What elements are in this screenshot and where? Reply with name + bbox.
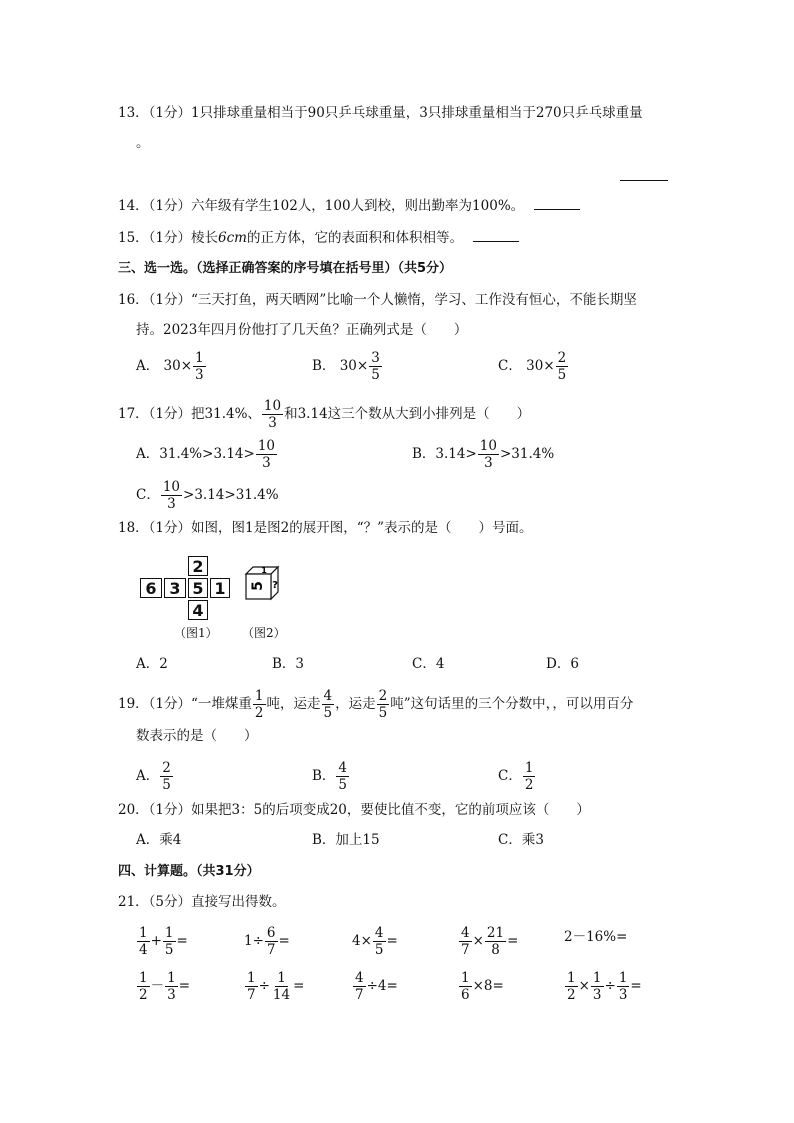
calc-r2c2: $\frac{1}{7}$ ÷ $\frac{1}{14}$ = [247, 970, 305, 1003]
q18-option-d[interactable]: D．6 [546, 656, 579, 672]
q19-text: 吨”这句话里的三个分数中，，可以用百分 [390, 696, 634, 712]
calc-r1c4: $\frac{4}{7}$ × $\frac{21}{8}$ = [461, 925, 519, 958]
option-label: C． [498, 768, 522, 784]
q16-line1: 16．（1分）“三天打鱼，两天晒网”比喻一个人懒惰，学习、工作没有恒心，不能长期坚 [118, 292, 637, 308]
cube-top-face: 1 [261, 566, 267, 575]
q15-unit: 6cm [218, 230, 247, 246]
calc-r2c3: $\frac{4}{7}$ ÷4= [355, 970, 398, 1003]
calc-r2c1: $\frac{1}{2}$ － $\frac{1}{3}$ = [139, 970, 190, 1003]
q16-option-a[interactable] [136, 350, 207, 383]
q18-option-c[interactable]: C．4 [412, 656, 445, 672]
calc-r1c3: 4× $\frac{4}{5}$ = [352, 925, 398, 958]
option-expr: >31.4% [499, 446, 555, 462]
q14 [118, 196, 580, 216]
fraction: $\frac{1}{2}$ [254, 688, 264, 721]
calc-r1c5: 2－16%= [564, 929, 628, 945]
q19-text: 吨，运走 [266, 696, 321, 712]
cube-side-face: ? [272, 580, 278, 591]
q21-text: 21．（5分）直接写出得数。 [118, 894, 286, 910]
option-label: C． [498, 358, 522, 374]
q16-option-c[interactable] [498, 350, 569, 383]
q19-line2: 数表示的是（ ） [136, 728, 258, 744]
fraction: $\frac{4}{5}$ [323, 688, 333, 721]
fraction: $\frac{3}{5}$ [371, 350, 380, 383]
q15-text-a: 15．（1分）棱长 [118, 230, 219, 246]
q13-text: 13．（1分）1只排球重量相当于90只乒乓球重量，3只排球重量相当于270只乒乓球重量 [118, 105, 643, 121]
q18-option-b[interactable]: B．3 [272, 656, 305, 672]
fraction: $\frac{2}{5}$ [378, 688, 388, 721]
figure-1-caption: （图1） [174, 626, 218, 640]
fraction: $\frac{10}{3}$ [257, 438, 276, 471]
calc-r1c2: 1÷ $\frac{6}{7}$ = [244, 925, 290, 958]
q15-text-c: 的正方体，它的表面积和体积相等。 [246, 230, 463, 246]
q19-option-c[interactable] [498, 760, 536, 793]
option-expr: 3.14> [435, 446, 477, 462]
q20-option-b[interactable]: B．加上15 [312, 832, 380, 848]
calc-r2c5: $\frac{1}{2}$ × $\frac{1}{3}$ ÷ $\frac{1}{3}$ = [567, 970, 642, 1003]
option-expr: 30× [339, 358, 369, 374]
q19-option-a[interactable] [136, 760, 174, 793]
fraction: $\frac{10}{3}$ [479, 438, 497, 471]
option-label: A． [136, 768, 160, 784]
fraction: $\frac{1}{2}$ [524, 760, 534, 793]
fraction: $\frac{2}{5}$ [162, 760, 171, 793]
net-face-top: 2 [188, 556, 208, 576]
fraction: $\frac{4}{5}$ [338, 760, 348, 793]
q16-option-b[interactable] [312, 350, 383, 383]
q14-answer-blank[interactable] [534, 197, 580, 210]
q20-option-c[interactable]: C．乘3 [498, 832, 544, 848]
q18-text: 18．（1分）如图，图1是图2的展开图，“？”表示的是（ ）号面。 [118, 520, 533, 536]
option-expr: 31.4%>3.14> [159, 446, 255, 462]
option-label: B． [412, 446, 436, 462]
q20-option-a[interactable]: A．乘4 [136, 832, 182, 848]
option-expr: 30× [163, 358, 193, 374]
q15 [118, 228, 519, 248]
figure-2-caption: （图2） [242, 626, 286, 640]
fraction: $\frac{1}{3}$ [195, 350, 204, 383]
net-face-bottom: 4 [188, 600, 208, 620]
q17-text-pre: 17．（1分）把31.4%、 [118, 406, 261, 422]
q15-answer-blank[interactable] [473, 229, 519, 242]
section-3-title: 三、选一选。（选择正确答案的序号填在括号里）（共5分） [118, 261, 453, 276]
option-label: C． [136, 487, 160, 503]
q16-line2: 持。2023年四月份他打了几天鱼？正确列式是（ ） [136, 322, 468, 338]
option-label: B． [312, 358, 336, 374]
q17-option-b[interactable] [412, 438, 554, 471]
fraction: $\frac{10}{3}$ [162, 479, 181, 512]
cube-figure [244, 565, 280, 601]
net-face: 6 [140, 578, 162, 598]
net-face: 1 [210, 578, 230, 598]
q17-option-a[interactable] [136, 438, 278, 471]
option-label: A． [136, 358, 160, 374]
net-face: 3 [164, 578, 186, 598]
q17-option-c[interactable] [136, 479, 279, 512]
calc-r2c4: $\frac{1}{6}$ ×8= [461, 970, 504, 1003]
cube-front-face: 5 [250, 581, 266, 591]
q13-continuation: 。 [136, 135, 150, 151]
option-label: B． [312, 768, 336, 784]
q17-text-post: 和3.14这三个数从大到小排列是（ ） [284, 406, 531, 422]
option-expr: >3.14>31.4% [183, 487, 279, 503]
option-label: A． [136, 446, 160, 462]
calc-r1c1: $\frac{1}{4}$ + $\frac{1}{5}$ = [139, 925, 188, 958]
q17-stem [118, 398, 530, 431]
q14-text: 14．（1分）六年级有学生102人，100人到校，则出勤率为100%。 [118, 198, 525, 214]
q20-text: 20．（1分）如果把3：5的后项变成20，要使比值不变，它的前项应该（ ） [118, 802, 590, 818]
option-expr: 30× [526, 358, 555, 374]
net-face: 5 [188, 578, 208, 598]
q13-answer-blank[interactable] [620, 166, 668, 181]
q19-option-b[interactable] [312, 760, 350, 793]
fraction: $\frac{10}{3}$ [263, 398, 282, 431]
q19-text: 19．（1分）“一堆煤重 [118, 696, 252, 712]
section-4-title: 四、计算题。（共31分） [118, 864, 260, 879]
q19-stem [118, 688, 633, 721]
q19-text: ，运走 [335, 696, 376, 712]
q18-option-a[interactable]: A．2 [136, 656, 168, 672]
fraction: $\frac{2}{5}$ [557, 350, 567, 383]
